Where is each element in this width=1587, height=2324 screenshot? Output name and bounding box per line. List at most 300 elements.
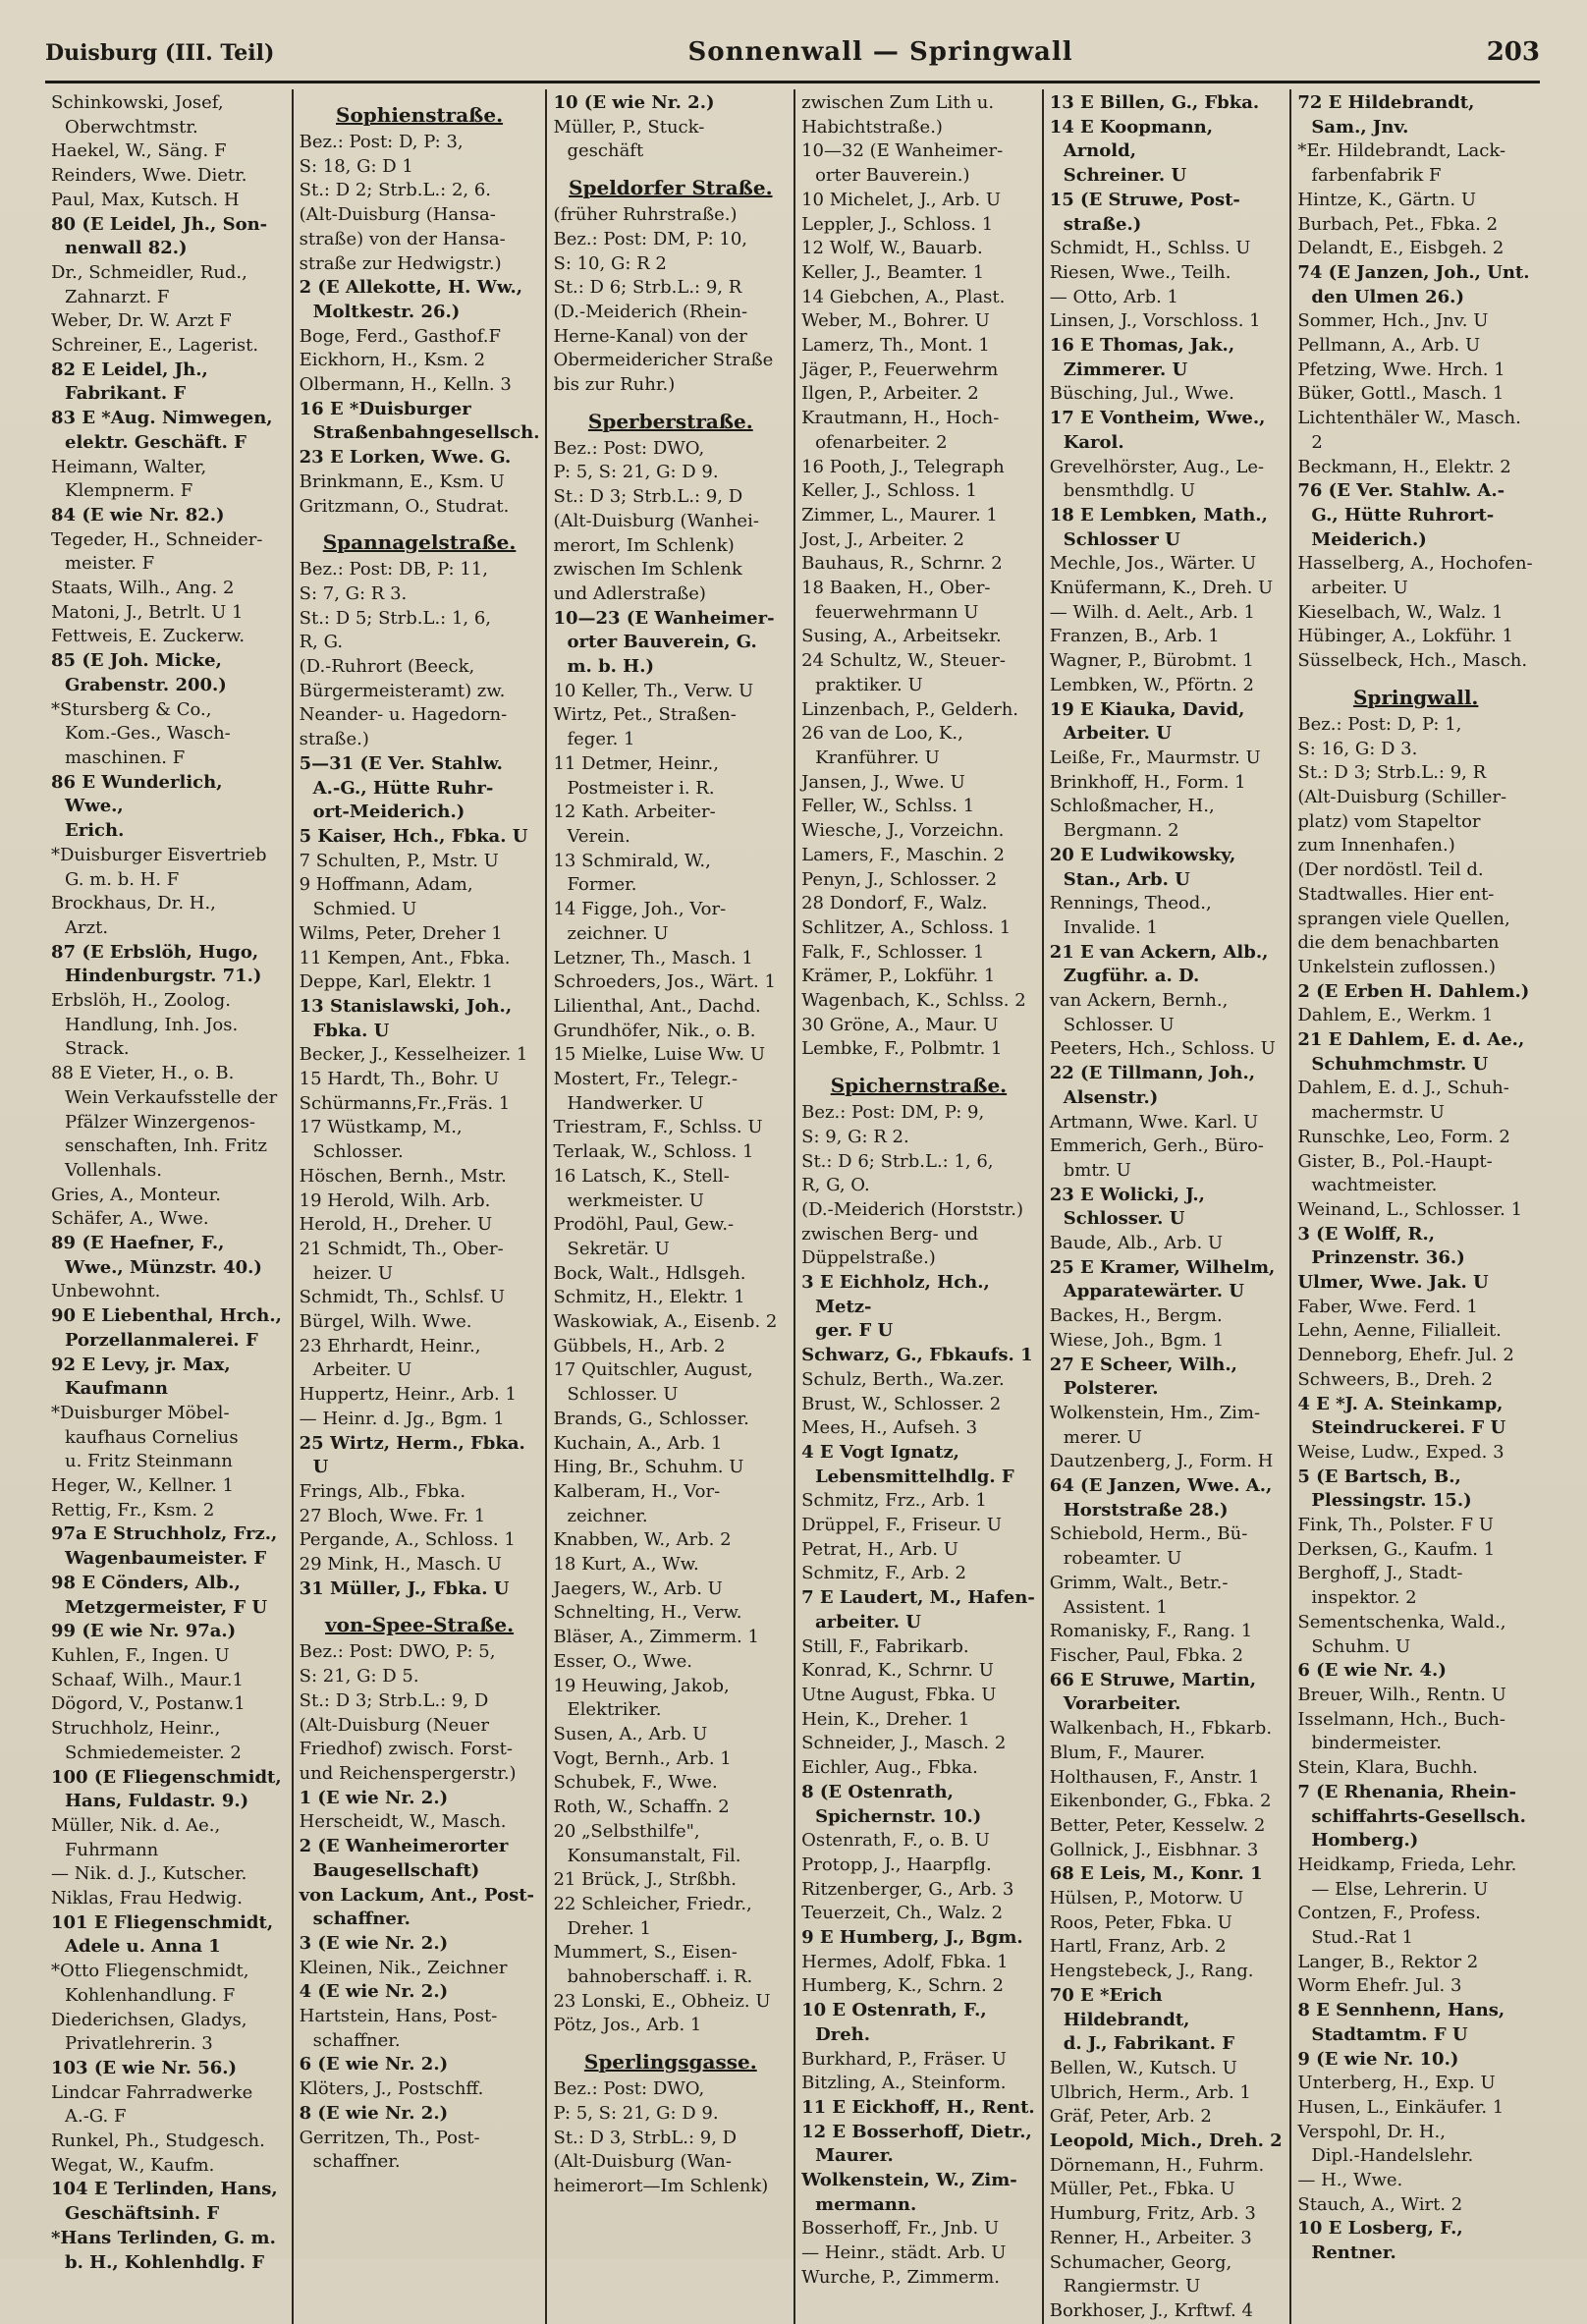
resident-entry: 27 E Scheer, Wilh., Polsterer. [1049,1354,1237,1400]
resident-entry: Mummert, S., Eisen- bahnoberschaff. i. R. [553,1942,753,1988]
resident-entry: 1 (E wie Nr. 2.) [299,1787,449,1808]
resident-entry: Grevelhörster, Aug., Le- bensmthdlg. U [1049,456,1265,502]
resident-entry: Hein, K., Dreher. 1 [801,1708,970,1730]
resident-entry: Husen, L., Einkäufer. 1 [1297,2096,1505,2118]
street-description: (Alt-Duisburg (Neuer Friedhof) zwisch. Forst- und Reichenspergerstr.) [299,1714,517,1784]
resident-entry: 26 van de Loo, K., Kranführer. U [801,723,963,768]
resident-entry: Krautmann, H., Hoch- ofenarbeiter. 2 [801,408,1000,453]
resident-entry: Kleinen, Nik., Zeichner [299,1957,508,1978]
resident-entry: Huppertz, Heinr., Arb. 1 [299,1384,517,1406]
resident-entry: Pfetzing, Wwe. Hrch. 1 [1297,359,1505,380]
resident-entry: Keller, J., Schloss. 1 [801,480,977,502]
resident-entry: Lamers, F., Maschin. 2 [801,844,1005,865]
resident-entry: Isselmann, Hch., Buch- bindermeister. [1297,1708,1505,1754]
resident-entry: Petrat, H., Arb. U [801,1538,958,1560]
resident-entry: Schürmanns,Fr.,Fräs. 1 [299,1092,511,1114]
resident-entry: 97a E Struchholz, Frz., Wagenbaumeister. F [51,1523,278,1570]
resident-entry: 11 E Eickhoff, H., Rent. [801,2096,1035,2118]
resident-entry: Renner, H., Arbeiter. 3 [1049,2227,1252,2248]
resident-entry: Wolkenstein, Hm., Zim- merer. U [1049,1402,1261,1448]
resident-entry: Dörnemann, H., Fuhrm. [1049,2154,1265,2176]
resident-entry: Stein, Klara, Buchh. [1297,1757,1478,1779]
resident-entry: 17 Wüstkamp, M., Schlosser. [299,1117,463,1163]
resident-entry: Lichtenthäler W., Masch. 2 [1297,408,1521,453]
resident-entry: 19 Herold, Wilh. Arb. [299,1190,491,1211]
resident-entry: 20 „Selbsthilfe", Konsumanstalt, Fil. [553,1820,741,1866]
resident-entry: — Heinr., städt. Arb. U [801,2242,1007,2264]
resident-entry: 25 E Kramer, Wilhelm, Apparatewärter. U [1049,1256,1276,1302]
resident-entry: 28 Dondorf, F., Walz. [801,893,988,914]
resident-entry: Mostert, Fr., Telegr.- Handwerker. U [553,1069,739,1114]
resident-entry: 76 (E Ver. Stahlw. A.- G., Hütte Ruhrort- Meiderich.) [1297,480,1505,550]
resident-entry: 13 Schmirald, W., Former. [553,850,711,896]
resident-entry: Brinkhoff, H., Form. 1 [1049,771,1246,793]
resident-entry: Schreiner, E., Lagerist. [51,335,259,357]
street-heading: Sperberstraße. [587,409,753,433]
resident-entry: Mees, H., Aufseh. 3 [801,1417,978,1439]
resident-entry: 21 E van Ackern, Alb., Zugführ. a. D. [1049,941,1269,987]
resident-entry: 92 E Levy, jr. Max, Kaufmann [51,1354,231,1400]
resident-entry: Frings, Alb., Fbka. [299,1480,466,1502]
resident-entry: 2 (E Allekotte, H. Ww., Moltkestr. 26.) [299,277,523,322]
street-heading: Sperlingsgasse. [583,2050,757,2075]
resident-entry: Klöters, J., Postschff. [299,2078,484,2100]
resident-entry: Feller, W., Schlss. 1 [801,796,975,817]
resident-entry: 9 Hoffmann, Adam, Schmied. U [299,874,473,920]
resident-entry: Höschen, Bernh., Mstr. [299,1165,507,1187]
resident-entry: 19 Heuwing, Jakob, Elektriker. [553,1675,730,1721]
resident-entry: 24 Schultz, W., Steuer- praktiker. U [801,650,1006,695]
resident-entry: Burbach, Pet., Fbka. 2 [1297,213,1499,235]
resident-entry: Letzner, Th., Masch. 1 [553,947,753,968]
resident-entry: Schumacher, Georg, Rangiermstr. U [1049,2251,1232,2297]
resident-entry: Romanisky, F., Rang. 1 [1049,1621,1253,1642]
resident-entry: 84 (E wie Nr. 82.) [51,504,225,526]
resident-entry: Rettig, Fr., Ksm. 2 [51,1499,215,1521]
directory-column [294,89,548,2324]
resident-entry: 30 Gröne, A., Maur. U [801,1014,999,1035]
resident-entry: 6 (E wie Nr. 2.) [299,2054,449,2075]
resident-entry: Bauhaus, R., Schrnr. 2 [801,553,1003,575]
resident-entry: *Duisburger Möbel- kaufhaus Cornelius u. Fritz Steinmann [51,1402,239,1472]
resident-entry: — Nik. d. J., Kutscher. [51,1863,247,1885]
district-info: Bez.: Post: DWO, P: 5, S: 21, G: D 9. St.: D 3; Strb.L.: 9, D [553,437,743,508]
resident-entry: Leiße, Fr., Maurmstr. U [1049,747,1261,768]
resident-entry: Prodöhl, Paul, Gew.- Sekretär. U [553,1214,735,1259]
resident-entry: 66 E Struwe, Martin, Vorarbeiter. [1049,1669,1256,1715]
directory-column [547,89,795,2324]
resident-entry: 10 (E wie Nr. 2.) [553,92,715,113]
resident-entry: Jost, J., Arbeiter. 2 [801,528,965,550]
resident-entry: — Otto, Arb. 1 [1049,286,1178,307]
street-heading: von-Spee-Straße. [325,1613,515,1637]
directory-columns [45,89,1540,2321]
resident-entry: Bellen, W., Kutsch. U [1049,2057,1237,2078]
resident-entry: Reinders, Wwe. Dietr. [51,165,247,187]
resident-entry: Lamerz, Th., Mont. 1 [801,335,990,357]
resident-entry: Leppler, J., Schloss. 1 [801,213,994,235]
district-info: Bez.: Post: D, P: 1, S: 16, G: D 3. St.: D 3; Strb.L.: 9, R [1297,713,1487,784]
resident-entry: Schulz, Berth., Wa.zer. [801,1368,1005,1390]
resident-entry: Vogt, Bernh., Arb. 1 [553,1747,732,1769]
resident-entry: Humberg, K., Schrn. 2 [801,1975,1004,1997]
resident-entry: Drüppel, F., Friseur. U [801,1515,1003,1536]
resident-entry: Schubek, F., Wwe. [553,1772,718,1794]
resident-entry: *Duisburger Eisvertrieb G. m. b. H. F [51,844,267,890]
resident-entry: Keller, J., Beamter. 1 [801,261,985,283]
resident-entry: Schmitz, H., Elektr. 1 [553,1287,745,1308]
resident-entry: 104 E Terlinden, Hans, Geschäftsinh. F [51,2179,278,2225]
resident-entry: Contzen, F., Profess. Stud.-Rat 1 [1297,1903,1481,1949]
district-info: Bez.: Post: D, P: 3, S: 18, G: D 1 St.: D 2; Strb.L.: 2, 6. [299,132,492,201]
resident-entry: Wiesche, J., Vorzeichn. [801,820,1005,842]
resident-entry: 11 Detmer, Heinr., Postmeister i. R. [553,752,719,799]
resident-entry: 21 E Dahlem, E. d. Ae., Schuhmchmstr. U [1297,1029,1525,1075]
resident-entry: 16 E Thomas, Jak., Zimmerer. U [1049,335,1235,380]
resident-entry: 68 E Leis, M., Konr. 1 [1049,1863,1263,1885]
resident-entry: 88 E Vieter, H., o. B. Wein Verkaufsstelle der Pfälzer Winzergenos- senschaften, Inh. Fritz Vollenhals. [51,1063,278,1181]
resident-entry: 29 Mink, H., Masch. U [299,1554,502,1576]
header-city: Duisburg (III. Teil) [45,40,275,66]
resident-entry: Unbewohnt. [51,1281,161,1302]
resident-entry: 15 Hardt, Th., Bohr. U [299,1069,500,1090]
resident-entry: 19 E Kiauka, David, Arbeiter. U [1049,698,1245,745]
resident-entry: 3 (E wie Nr. 2.) [299,1932,449,1954]
resident-entry: 17 E Vontheim, Wwe., Karol. [1049,408,1266,453]
resident-entry: Penyn, J., Schlosser. 2 [801,868,998,890]
resident-entry: Emmerich, Gerh., Büro- bmtr. U [1049,1135,1264,1181]
street-description: (D.-Meiderich (Horststr.) zwischen Berg- und Düppelstraße.) [801,1198,1023,1269]
resident-entry: Ulbrich, Herm., Arb. 1 [1049,2081,1251,2103]
header-street-range: Sonnenwall — Springwall [687,37,1073,67]
resident-entry: Susing, A., Arbeitsekr. [801,626,1002,647]
resident-entry: Beckmann, H., Elektr. 2 [1297,456,1511,477]
resident-entry: Staats, Wilh., Ang. 2 [51,578,235,599]
resident-entry: *Otto Fliegenschmidt, Kohlenhandlung. F [51,1961,249,2006]
resident-entry: Utne August, Fbka. U [801,1685,997,1705]
resident-entry: Delandt, E., Eisbgeh. 2 [1297,238,1505,259]
resident-entry: 7 Schulten, P., Mstr. U [299,850,499,871]
resident-entry: Runkel, Ph., Studgesch. [51,2130,265,2152]
resident-entry: Triestram, F., Schlss. U [553,1117,763,1138]
resident-entry: 22 (E Tillmann, Joh., Alsenstr.) [1049,1063,1256,1108]
resident-entry: 31 Müller, J., Fbka. U [299,1577,510,1599]
resident-entry: Büsching, Jul., Wwe. [1049,383,1234,405]
resident-entry: Eichler, Aug., Fbka. [801,1757,978,1779]
street-description: (Alt-Duisburg (Schiller- platz) vom Stapeltor zum Innenhafen.) (Der nordöstl. Teil d. Stadtwalles. Hier ent- sprangen viele Quellen, die dem benachbarten Unkelstein zuflossen.) [1297,786,1510,977]
resident-entry: Herold, H., Dreher. U [299,1214,493,1236]
resident-entry: Diederichsen, Gladys, Privatlehrerin. 3 [51,2009,247,2055]
resident-entry: Schroeders, Jos., Wärt. 1 [553,971,776,993]
resident-entry: Waskowiak, A., Eisenb. 2 [553,1311,778,1333]
resident-entry: Runschke, Leo, Form. 2 [1297,1126,1510,1147]
resident-entry: Lehn, Aenne, Filialleit. [1297,1320,1502,1342]
resident-entry: Kalberam, H., Vor- zeichner. [553,1480,721,1526]
directory-column [45,89,294,2324]
resident-entry: 25 Wirtz, Herm., Fbka. U [299,1432,525,1478]
street-description: zwischen Zum Lith u. Habichtstraße.) [801,92,995,138]
resident-entry: 10 E Losberg, F., Rentner. [1297,2218,1463,2264]
resident-entry: 12 Kath. Arbeiter- Verein. [553,802,716,847]
resident-entry: Brinkmann, E., Ksm. U [299,470,505,492]
resident-entry: Herscheidt, W., Masch. [299,1811,507,1833]
resident-entry: 21 Schmidt, Th., Ober- heizer. U [299,1238,504,1284]
resident-entry: 90 E Liebenthal, Hrch., Porzellanmalerei. F [51,1305,282,1351]
resident-entry: Terlaak, W., Schloss. 1 [553,1141,754,1163]
resident-entry: 86 E Wunderlich, Wwe., Erich. [51,771,223,842]
resident-entry: 21 Brück, J., Strßbh. [553,1869,737,1891]
resident-entry: 15 (E Struwe, Post- straße.) [1049,189,1240,235]
resident-entry: Bock, Walt., Hdlsgeh. [553,1262,746,1284]
resident-entry: Heimann, Walter, Klempnerm. F [51,456,207,502]
resident-entry: Wagner, P., Bürobmt. 1 [1049,650,1254,672]
resident-entry: Unterberg, H., Exp. U [1297,2073,1496,2094]
resident-entry: 14 E Koopmann, Arnold, Schreiner. U [1049,116,1214,187]
resident-entry: 9 E Humberg, J., Bgm. [801,1927,1023,1949]
resident-entry: 15 Mielke, Luise Ww. U [553,1044,766,1066]
resident-entry: Lilienthal, Ant., Dachd. [553,995,761,1017]
resident-entry: Struchholz, Heinr., Schmiedemeister. 2 [51,1718,242,1763]
resident-entry: Schwarz, G., Fbkaufs. 1 [801,1345,1033,1366]
resident-entry: Matoni, J., Betrlt. U 1 [51,601,244,623]
resident-entry: Kuchain, A., Arb. 1 [553,1432,723,1454]
resident-entry: Bläser, A., Zimmerm. 1 [553,1627,759,1648]
resident-entry: Verspohl, Dr. H., Dipl.-Handelslehr. [1297,2121,1474,2167]
resident-entry: 99 (E wie Nr. 97a.) [51,1621,237,1642]
resident-entry: 13 Stanislawski, Joh., Fbka. U [299,995,513,1041]
resident-entry: Backes, H., Bergm. [1049,1305,1223,1327]
resident-entry: Schweers, B., Dreh. 2 [1297,1368,1493,1390]
resident-entry: Büker, Gottl., Masch. 1 [1297,383,1505,405]
resident-entry: Gerritzen, Th., Post- schaffner. [299,2127,480,2173]
resident-entry: Esser, O., Wwe. [553,1650,692,1672]
resident-entry: Falk, F., Schlosser. 1 [801,941,985,963]
resident-entry: 70 E *Erich Hildebrandt, d. J., Fabrikant. F [1049,1984,1234,2055]
resident-entry: Wirtz, Pet., Straßen- feger. 1 [553,704,737,750]
resident-entry: 10 E Ostenrath, F., Dreh. [801,2000,987,2045]
resident-entry: 8 (E wie Nr. 2.) [299,2102,449,2124]
street-description: (Alt-Duisburg (Hansa- straße) von der Hansa- straße zur Hedwigstr.) [299,204,506,274]
resident-entry: 10 Michelet, J., Arb. U [801,189,1002,210]
resident-entry: Schneider, J., Masch. 2 [801,1733,1007,1754]
resident-entry: Schloßmacher, H., Bergmann. 2 [1049,796,1215,842]
resident-entry: Wilms, Peter, Dreher 1 [299,922,503,944]
resident-entry: 101 E Fliegenschmidt, Adele u. Anna 1 [51,1911,274,1958]
resident-entry: 16 Latsch, K., Stell- werkmeister. U [553,1165,730,1211]
district-info: Bez.: Post: DWO, P: 5, S: 21, G: D 5. St.: D 3; Strb.L.: 9, D [299,1641,496,1711]
resident-entry: Lembken, W., Pförtn. 2 [1049,674,1254,695]
resident-entry: Haekel, W., Säng. F [51,140,227,162]
resident-entry: Niklas, Frau Hedwig. [51,1888,244,1909]
resident-entry: *Hans Terlinden, G. m. b. H., Kohlenhdlg. F [51,2227,276,2273]
directory-column [1291,89,1540,2324]
resident-entry: Weber, M., Bohrer. U [801,310,990,332]
resident-entry: 23 Ehrhardt, Heinr., Arbeiter. U [299,1335,481,1381]
resident-entry: Hintze, K., Gärtn. U [1297,189,1476,210]
resident-entry: Mechle, Jos., Wärter. U [1049,553,1257,575]
resident-entry: 5 Kaiser, Hch., Fbka. U [299,825,528,847]
resident-entry: Gollnick, J., Eisbhnar. 3 [1049,1839,1259,1860]
resident-entry: 6 (E wie Nr. 4.) [1297,1660,1447,1682]
resident-entry: Kieselbach, W., Walz. 1 [1297,601,1504,623]
resident-entry: Süsselbeck, Hch., Masch. [1297,650,1528,672]
resident-entry: Hülsen, P., Motorw. U [1049,1888,1244,1909]
resident-entry: 17 Quitschler, August, Schlosser. U [553,1359,753,1406]
resident-entry: Schiebold, Herm., Bü- robeamter. U [1049,1523,1248,1570]
resident-entry: 14 Figge, Joh., Vor- zeichner. U [553,899,727,944]
resident-entry: Hübinger, A., Lokführ. 1 [1297,626,1513,647]
resident-entry: Müller, Nik. d. Ae., Fuhrmann [51,1814,221,1860]
street-heading: Speldorfer Straße. [569,176,773,200]
resident-entry: Gräf, Peter, Arb. 2 [1049,2106,1212,2128]
street-description: (D.-Meiderich (Rhein- Herne-Kanal) von der Obermeidericher Straße bis zur Ruhr.) [553,301,774,396]
resident-entry: 12 E Bosserhoff, Dietr., Maurer. [801,2121,1032,2167]
resident-entry: Roth, W., Schaffn. 2 [553,1797,730,1818]
street-description: (Alt-Duisburg (Wanhei- merort, Im Schlenk) zwischen Im Schlenk und Adlerstraße) [553,510,759,604]
resident-entry: Hing, Br., Schuhm. U [553,1457,744,1478]
resident-entry: 14 Giebchen, A., Plast. [801,286,1006,307]
resident-entry: Protopp, J., Haarpflg. [801,1854,992,1875]
district-info: Bez.: Post: DB, P: 11, S: 7, G: R 3. St.: D 5; Strb.L.: 1, 6, R, G. [299,559,492,653]
resident-entry: 16 Pooth, J., Telegraph [801,456,1005,477]
resident-entry: Sementschenka, Wald., Schuhm. U [1297,1611,1506,1657]
resident-entry: Riesen, Wwe., Teilh. [1049,261,1231,283]
resident-entry: Rennings, Theod., Invalide. 1 [1049,893,1212,938]
resident-entry: Bosserhoff, Fr., Jnb. U [801,2218,1000,2240]
resident-entry: 87 (E Erbslöh, Hugo, Hindenburgstr. 71.) [51,941,262,987]
resident-entry: Ilgen, P., Arbeiter. 2 [801,383,979,405]
resident-entry: Schnelting, H., Verw. [553,1602,742,1624]
resident-entry: 8 E Sennhenn, Hans, Stadtamtm. F U [1297,2000,1505,2045]
resident-entry: Eikenbonder, G., Fbka. 2 [1049,1791,1272,1812]
resident-entry: 85 (E Joh. Micke, Grabenstr. 200.) [51,650,227,695]
resident-entry: 22 Schleicher, Friedr., Dreher. 1 [553,1893,752,1939]
resident-entry: Humburg, Fritz, Arb. 3 [1049,2203,1256,2225]
resident-entry: 4 E *J. A. Steinkamp, Steindruckerei. F U [1297,1393,1506,1439]
resident-entry: 23 E Lorken, Wwe. G. [299,447,512,469]
resident-entry: 2 (E Wanheimerorter Baugesellschaft) [299,1836,509,1881]
resident-entry: *Stursberg & Co., Kom.-Ges., Wasch- maschinen. F [51,698,231,768]
resident-entry: Bürgel, Wilh. Wwe. [299,1311,472,1333]
resident-entry: 4 E Vogt Ignatz, Lebensmittelhdlg. F [801,1441,1014,1487]
resident-entry: Derksen, G., Kaufm. 1 [1297,1538,1496,1560]
resident-entry: — Wilh. d. Aelt., Arb. 1 [1049,601,1255,623]
resident-entry: Leopold, Mich., Dreh. 2 [1049,2130,1283,2152]
resident-entry: Dahlem, E. d. J., Schuh- machermstr. U [1297,1078,1509,1124]
resident-entry: 18 Baaken, H., Ober- feuerwehrmann U [801,578,991,623]
resident-entry: 27 Bloch, Wwe. Fr. 1 [299,1505,486,1526]
resident-entry: Lembke, F., Polbmtr. 1 [801,1038,1003,1060]
resident-entry: 103 (E wie Nr. 56.) [51,2057,238,2078]
resident-entry: Bitzling, A., Steinform. [801,2073,1007,2094]
resident-entry: Hermes, Adolf, Fbka. 1 [801,1951,1009,1972]
resident-entry: Peeters, Hch., Schloss. U [1049,1038,1276,1060]
resident-entry: Boge, Ferd., Gasthof.F [299,325,501,347]
resident-entry: Müller, P., Stuck- geschäft [553,116,705,162]
street-heading: Springwall. [1352,685,1479,709]
district-info: Bez.: Post: DWO, P: 5, S: 21, G: D 9. St.: D 3, StrbL.: 9, D [553,2078,738,2148]
resident-entry: 64 (E Janzen, Wwe. A., Horststraße 28.) [1049,1475,1273,1521]
street-heading: Sophienstraße. [336,103,504,127]
resident-entry: Fischer, Paul, Fbka. 2 [1049,1645,1243,1666]
resident-entry: Schmidt, Th., Schlsf. U [299,1287,506,1308]
resident-entry: Wolkenstein, W., Zim- mermann. [801,2170,1017,2215]
resident-entry: 10—23 (E Wanheimer- orter Bauverein, G. m. b. H.) [553,607,775,678]
resident-entry: 5 (E Bartsch, B., Plessingstr. 15.) [1297,1466,1472,1512]
resident-entry: 80 (E Leidel, Jh., Son- nenwall 82.) [51,213,268,259]
resident-entry: — H., Wwe. [1297,2170,1403,2191]
resident-entry: Blum, F., Maurer. [1049,1742,1206,1763]
resident-entry: Zimmer, L., Maurer. 1 [801,504,998,526]
resident-entry: Gister, B., Pol.-Haupt- wachtmeister. [1297,1150,1493,1196]
resident-entry: Kuhlen, F., Ingen. U [51,1645,230,1666]
resident-entry: 3 E Eichholz, Hch., Metz- ger. F U [801,1272,990,1342]
resident-entry: 2 (E Erben H. Dahlem.) [1297,980,1530,1002]
resident-entry: Paul, Max, Kutsch. H [51,189,240,210]
resident-entry: Wiese, Joh., Bgm. 1 [1049,1329,1225,1351]
resident-entry: Olbermann, H., Kelln. 3 [299,374,512,396]
resident-entry: Dahlem, E., Werkm. 1 [1297,1005,1494,1026]
resident-entry: Roos, Peter, Fbka. U [1049,1911,1232,1933]
resident-entry: Weinand, L., Schlosser. 1 [1297,1198,1523,1220]
resident-entry: 18 Kurt, A., Ww. [553,1554,699,1576]
resident-entry: Müller, Pet., Fbka. U [1049,2179,1235,2200]
district-info: Bez.: Post: DM, P: 9, S: 9, G: R 2. St.: D 6; Strb.L.: 1, 6, R, G, O. [801,1102,994,1196]
resident-entry: Stauch, A., Wirt. 2 [1297,2193,1463,2215]
resident-entry: 9 (E wie Nr. 10.) [1297,2048,1459,2070]
directory-column [1044,89,1292,2324]
resident-entry: Jansen, J., Wwe. U [801,771,965,793]
resident-entry: Dögord, V., Postanw.1 [51,1693,246,1715]
resident-entry: Eickhorn, H., Ksm. 2 [299,350,486,371]
resident-entry: Linsen, J., Vorschloss. 1 [1049,310,1261,332]
street-description: (D.-Ruhrort (Beeck, Bürgermeisteramt) zw. Neander- u. Hagedorn- straße.) [299,656,508,750]
resident-entry: 11 Kempen, Ant., Fbka. [299,947,511,968]
street-description: (früher Ruhrstraße.) [553,204,738,226]
resident-entry: Baude, Alb., Arb. U [1049,1233,1224,1254]
resident-entry: 98 E Cönders, Alb., Metzgermeister, F U [51,1572,268,1618]
resident-entry: 8 (E Ostenrath, Spichernstr. 10.) [801,1781,982,1827]
resident-entry: Linzenbach, P., Gelderh. [801,698,1019,720]
resident-entry: 72 E Hildebrandt, Sam., Jnv. [1297,92,1475,138]
resident-entry: Heidkamp, Frieda, Lehr. — Else, Lehrerin. U [1297,1854,1517,1900]
resident-entry: van Ackern, Bernh., Schlosser. U [1049,990,1229,1035]
resident-entry: 89 (E Haefner, F., Wwe., Münzstr. 40.) [51,1233,262,1278]
resident-entry: Wurche, P., Zimmerm. [801,2266,1000,2288]
resident-entry: Hartl, Franz, Arb. 2 [1049,1936,1227,1958]
resident-entry: Schmitz, F., Arb. 2 [801,1563,966,1584]
resident-entry: Burkhard, P., Fräser. U [801,2048,1007,2070]
resident-entry: 20 E Ludwikowsky, Stan., Arb. U [1049,844,1236,890]
street-heading: Spichernstraße. [830,1074,1008,1098]
resident-entry: Hartstein, Hans, Post- schaffner. [299,2006,498,2051]
resident-entry: Sommer, Hch., Jnv. U [1297,310,1489,332]
resident-entry: Wegat, W., Kaufm. [51,2154,215,2176]
resident-entry: Erbslöh, H., Zoolog. Handlung, Inh. Jos. Strack. [51,990,239,1060]
street-heading: Spannagelstraße. [322,530,517,555]
page-header [45,37,1540,83]
resident-entry: Krämer, P., Lokführ. 1 [801,966,996,987]
resident-entry: Holthausen, F., Anstr. 1 [1049,1766,1260,1788]
resident-entry: Knabben, W., Arb. 2 [553,1529,732,1551]
resident-entry: Jäger, P., Feuerwehrm [801,359,999,380]
resident-entry: Dr., Schmeidler, Rud., Zahnarzt. F [51,261,247,307]
resident-entry: Wagenbach, K., Schlss. 2 [801,990,1026,1012]
resident-entry: Brands, G., Schlosser. [553,1408,749,1429]
resident-entry: Susen, A., Arb. U [553,1724,708,1744]
resident-entry: Ritzenberger, G., Arb. 3 [801,1878,1014,1900]
resident-entry: Jaegers, W., Arb. U [553,1577,723,1599]
